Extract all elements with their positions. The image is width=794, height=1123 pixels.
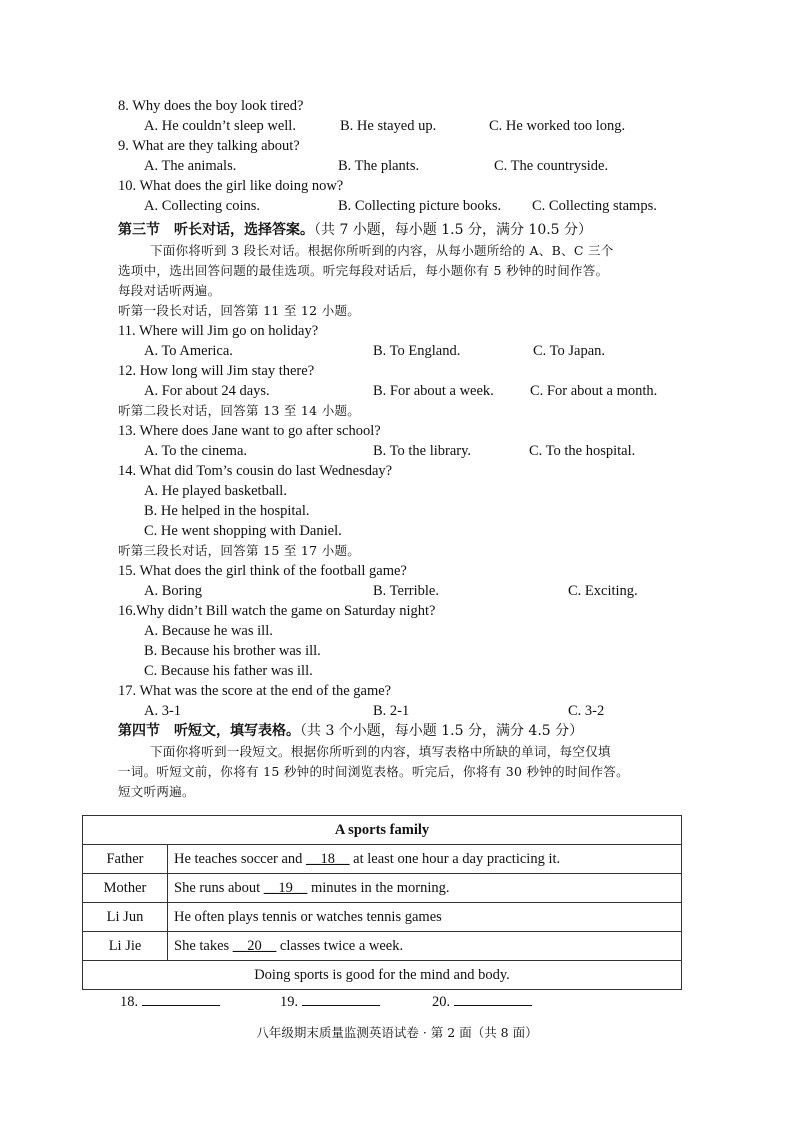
answer-20-line[interactable] <box>454 990 532 1006</box>
row-text-pre: He often plays tennis or watches tennis games <box>174 908 442 925</box>
table-row <box>83 845 682 874</box>
question-12: 12. How long will Jim stay there? <box>118 363 315 379</box>
page-footer: 八年级期末质量监测英语试卷 · 第 2 面（共 8 面） <box>256 1025 538 1040</box>
row-label-mother: Mother <box>83 874 168 903</box>
blank-19[interactable]: __19__ <box>263 879 308 896</box>
row-text-post: classes twice a week. <box>276 937 404 954</box>
q11-option-c: C. To Japan. <box>533 343 606 359</box>
row-label-father: Father <box>83 845 168 874</box>
dialogue-1-note: 听第一段长对话，回答第 11 至 12 小题。 <box>118 303 361 318</box>
row-text-father <box>168 845 682 874</box>
q11-option-a: A. To America. <box>144 343 233 359</box>
q12-option-c: C. For about a month. <box>530 383 658 399</box>
sports-family-table <box>82 815 682 990</box>
q13-option-c: C. To the hospital. <box>529 443 636 459</box>
q12-option-b: B. For about a week. <box>373 383 494 399</box>
section-3-instruction-1: 下面你将听到 3 段长对话。根据你所听到的内容，从每小题所给的 A、B、C 三个 <box>150 243 614 258</box>
q9-option-b: B. The plants. <box>338 158 420 174</box>
answer-19-label: 19. <box>280 994 299 1010</box>
q11-option-b: B. To England. <box>373 343 461 359</box>
row-text-pre: He teaches soccer and <box>174 850 307 867</box>
section-4-points: （共 3 个小题，每小题 1.5 分，满分 4.5 分） <box>300 723 584 739</box>
answer-18-line[interactable] <box>142 990 220 1006</box>
q16-option-b: B. Because his brother was ill. <box>144 643 321 659</box>
q17-option-b: B. 2-1 <box>373 703 410 719</box>
q10-option-c: C. Collecting stamps. <box>532 198 657 214</box>
table-footer: Doing sports is good for the mind and body. <box>83 961 682 990</box>
section-4-instruction-2: 一词。听短文前，你将有 15 秒钟的时间浏览表格。听完后，你将有 30 秒钟的时间作答。 <box>118 764 629 779</box>
section-3-title: 第三节 听长对话，选择答案。 <box>118 222 314 238</box>
row-text-pre: She takes <box>174 937 233 954</box>
q14-option-a: A. He played basketball. <box>144 483 287 499</box>
answer-20 <box>432 990 532 1012</box>
table-footer-row <box>83 961 682 990</box>
blank-20[interactable]: __20__ <box>232 937 277 954</box>
section-3-points: （共 7 小题，每小题 1.5 分，满分 10.5 分） <box>314 222 593 238</box>
table-title: A sports family <box>83 816 682 845</box>
row-text-post: at least one hour a day practicing it. <box>349 850 561 867</box>
section-4-instruction-3: 短文听两遍。 <box>118 784 195 799</box>
answer-18 <box>120 990 220 1012</box>
dialogue-2-note: 听第二段长对话，回答第 13 至 14 小题。 <box>118 403 361 418</box>
q13-option-a: A. To the cinema. <box>144 443 248 459</box>
q17-option-a: A. 3-1 <box>144 703 182 719</box>
row-label-li-jie: Li Jie <box>83 932 168 961</box>
table-row <box>83 874 682 903</box>
question-9: 9. What are they talking about? <box>118 138 300 154</box>
q14-option-b: B. He helped in the hospital. <box>144 503 310 519</box>
q8-option-b: B. He stayed up. <box>340 118 437 134</box>
q8-option-c: C. He worked too long. <box>489 118 626 134</box>
question-10: 10. What does the girl like doing now? <box>118 178 344 194</box>
q10-option-b: B. Collecting picture books. <box>338 198 502 214</box>
q15-option-c: C. Exciting. <box>568 583 638 599</box>
question-14: 14. What did Tom’s cousin do last Wednesday? <box>118 463 393 479</box>
row-text-li-jie <box>168 932 682 961</box>
section-4-instruction-1: 下面你将听到一段短文。根据你所听到的内容，填写表格中所缺的单词，每空仅填 <box>150 744 611 759</box>
table-row <box>83 903 682 932</box>
q17-option-c: C. 3-2 <box>568 703 605 719</box>
q13-option-b: B. To the library. <box>373 443 472 459</box>
section-4-heading <box>118 721 583 741</box>
q9-option-c: C. The countryside. <box>494 158 609 174</box>
q16-option-c: C. Because his father was ill. <box>144 663 313 679</box>
q14-option-c: C. He went shopping with Daniel. <box>144 523 342 539</box>
q16-option-a: A. Because he was ill. <box>144 623 273 639</box>
section-4-title: 第四节 听短文，填写表格。 <box>118 723 300 739</box>
q12-option-a: A. For about 24 days. <box>144 383 270 399</box>
row-text-pre: She runs about <box>174 879 264 896</box>
blank-18[interactable]: __18__ <box>306 850 350 867</box>
question-11: 11. Where will Jim go on holiday? <box>118 323 319 339</box>
question-17: 17. What was the score at the end of the game? <box>118 683 392 699</box>
question-16: 16.Why didn’t Bill watch the game on Saturday night? <box>118 603 436 619</box>
question-13: 13. Where does Jane want to go after school? <box>118 423 381 439</box>
row-label-li-jun: Li Jun <box>83 903 168 932</box>
row-text-post: minutes in the morning. <box>307 879 450 896</box>
question-8: 8. Why does the boy look tired? <box>118 98 304 114</box>
question-15: 15. What does the girl think of the football game? <box>118 563 407 579</box>
q8-option-a: A. He couldn’t sleep well. <box>144 118 296 134</box>
section-3-instruction-3: 每段对话听两遍。 <box>118 283 221 298</box>
q9-option-a: A. The animals. <box>144 158 237 174</box>
dialogue-3-note: 听第三段长对话，回答第 15 至 17 小题。 <box>118 543 361 558</box>
answer-19 <box>280 990 380 1012</box>
section-3-instruction-2: 选项中，选出回答问题的最佳选项。听完每段对话后，每小题你有 5 秒钟的时间作答。 <box>118 263 609 278</box>
row-text-li-jun <box>168 903 682 932</box>
table-row <box>83 932 682 961</box>
answer-18-label: 18. <box>120 994 139 1010</box>
q15-option-a: A. Boring <box>144 583 202 599</box>
table-title-row <box>83 816 682 845</box>
row-text-mother <box>168 874 682 903</box>
section-3-heading <box>118 220 592 240</box>
answer-19-line[interactable] <box>302 990 380 1006</box>
answer-20-label: 20. <box>432 994 451 1010</box>
q10-option-a: A. Collecting coins. <box>144 198 260 214</box>
q15-option-b: B. Terrible. <box>373 583 439 599</box>
